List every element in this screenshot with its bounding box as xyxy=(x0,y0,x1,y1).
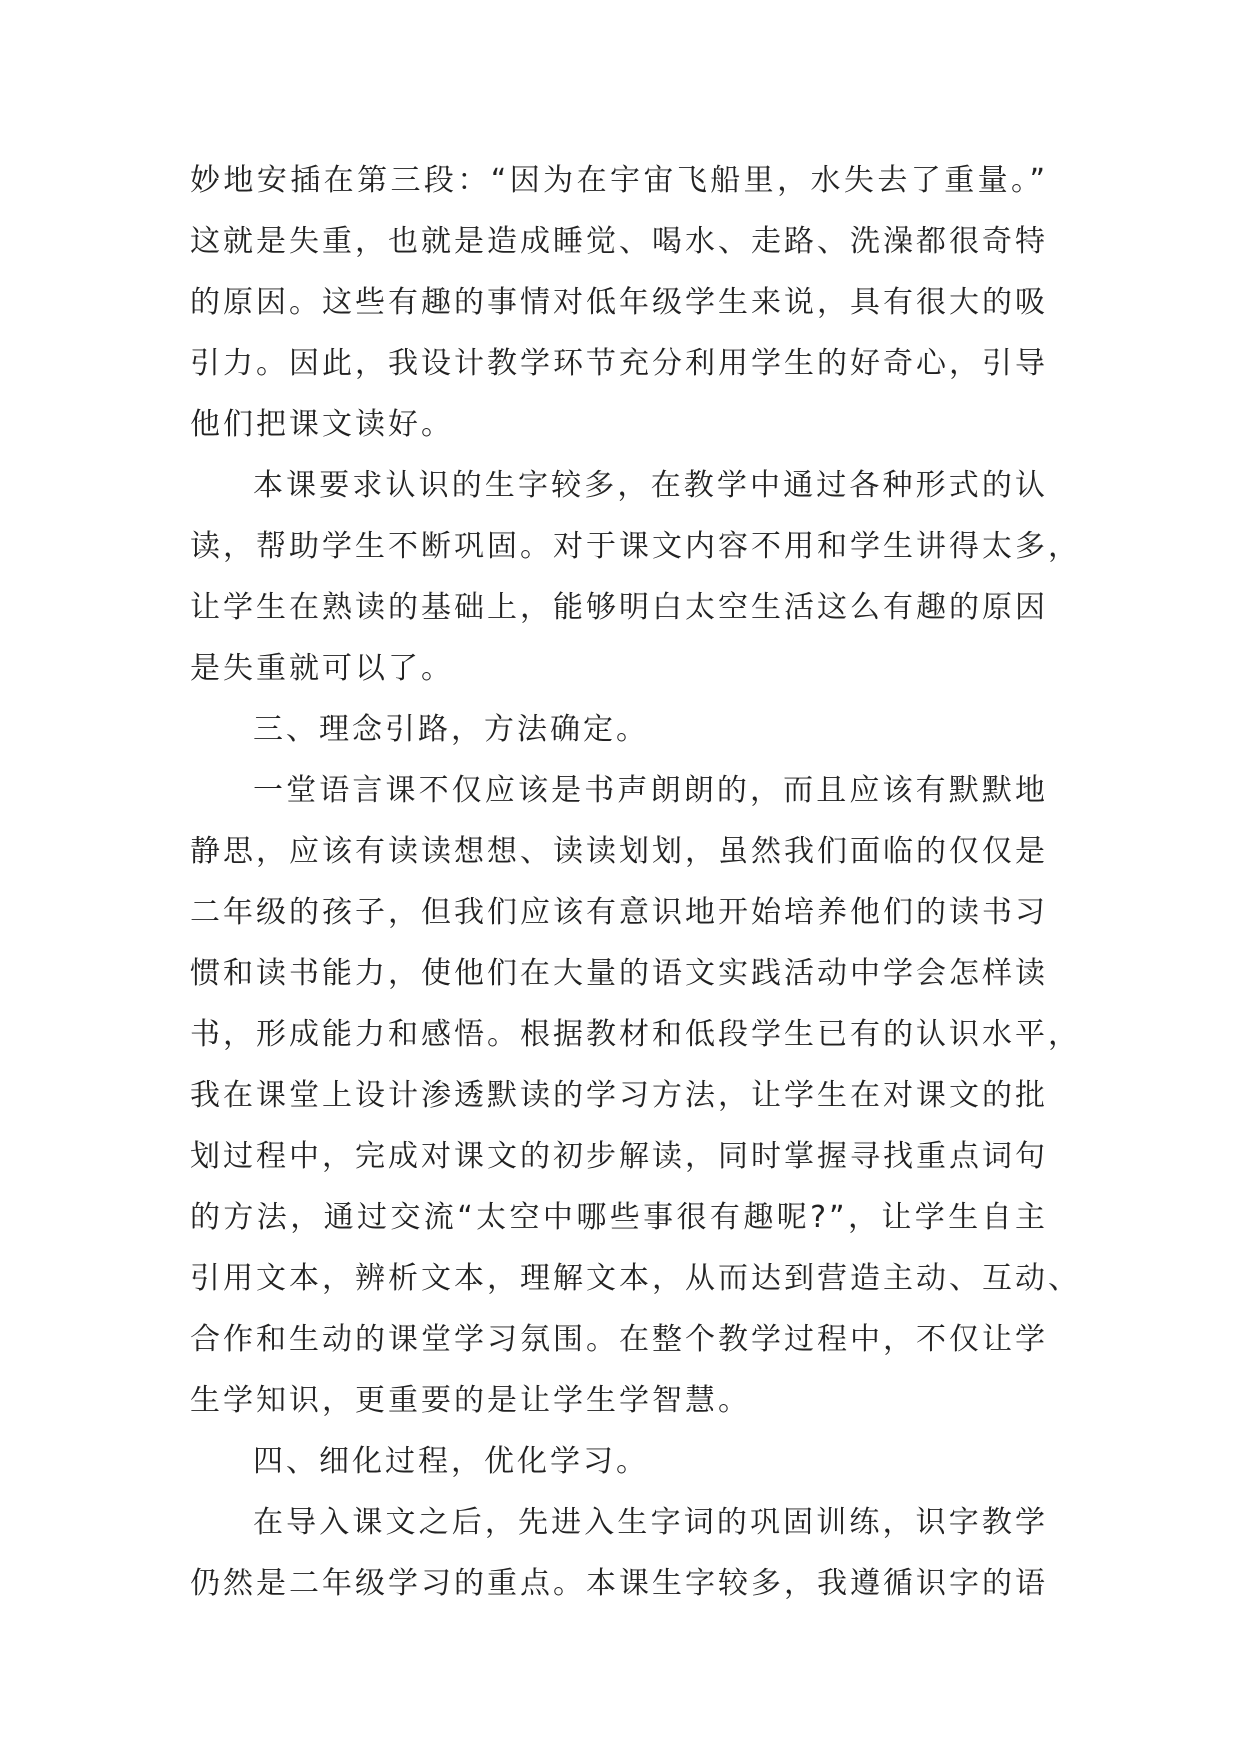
text-line: 二年级的孩子，但我们应该有意识地开始培养他们的读书习 xyxy=(190,895,1048,930)
text-line: 生学知识，更重要的是让学生学智慧。 xyxy=(190,1383,751,1418)
text-line: 四、细化过程，优化学习。 xyxy=(253,1444,649,1479)
text-line: 读，帮助学生不断巩固。对于课文内容不用和学生讲得太多， xyxy=(190,529,1081,564)
text-line: 妙地安插在第三段：“因为在宇宙飞船里，水失去了重量。” xyxy=(190,163,1048,198)
text-line: 引力。因此，我设计教学环节充分利用学生的好奇心，引导 xyxy=(190,346,1048,381)
text-line: 让学生在熟读的基础上，能够明白太空生活这么有趣的原因 xyxy=(190,590,1048,625)
text-line: 这就是失重，也就是造成睡觉、喝水、走路、洗澡都很奇特 xyxy=(190,224,1048,259)
text-line: 引用文本，辨析文本，理解文本，从而达到营造主动、互动、 xyxy=(190,1261,1081,1296)
paragraph xyxy=(190,1492,1048,1614)
paragraph xyxy=(190,150,1048,455)
text-line: 静思，应该有读读想想、读读划划，虽然我们面临的仅仅是 xyxy=(190,834,1048,869)
text-line: 是失重就可以了。 xyxy=(190,651,454,686)
text-line: 在导入课文之后，先进入生字词的巩固训练，识字教学 xyxy=(253,1505,1048,1540)
paragraph xyxy=(190,1431,1048,1492)
text-line: 一堂语言课不仅应该是书声朗朗的，而且应该有默默地 xyxy=(253,773,1048,808)
paragraph xyxy=(190,760,1081,1431)
text-line: 惯和读书能力，使他们在大量的语文实践活动中学会怎样读 xyxy=(190,956,1048,991)
text-line: 的方法，通过交流“太空中哪些事很有趣呢?”，让学生自主 xyxy=(190,1200,1048,1235)
text-line: 仍然是二年级学习的重点。本课生字较多，我遵循识字的语 xyxy=(190,1566,1048,1601)
text-line: 的原因。这些有趣的事情对低年级学生来说，具有很大的吸 xyxy=(190,285,1048,320)
text-line: 本课要求认识的生字较多，在教学中通过各种形式的认 xyxy=(253,468,1048,503)
text-line: 三、理念引路，方法确定。 xyxy=(253,712,649,747)
text-line: 划过程中，完成对课文的初步解读，同时掌握寻找重点词句 xyxy=(190,1139,1048,1174)
body-text xyxy=(190,150,1081,1614)
text-line: 书，形成能力和感悟。根据教材和低段学生已有的认识水平， xyxy=(190,1017,1081,1052)
text-line: 我在课堂上设计渗透默读的学习方法，让学生在对课文的批 xyxy=(190,1078,1048,1113)
paragraph xyxy=(190,455,1081,699)
text-line: 合作和生动的课堂学习氛围。在整个教学过程中，不仅让学 xyxy=(190,1322,1048,1357)
paragraph xyxy=(190,699,1048,760)
text-line: 他们把课文读好。 xyxy=(190,407,454,442)
